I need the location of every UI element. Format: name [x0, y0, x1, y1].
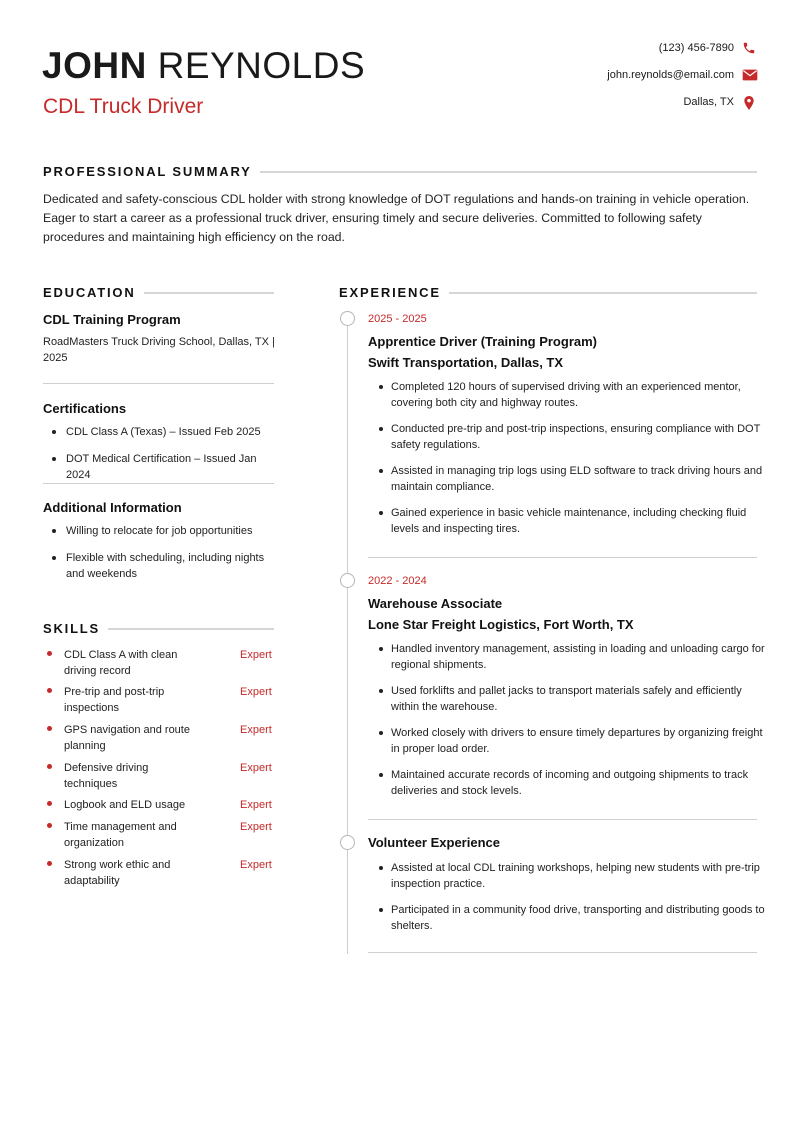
- certifications-list: [43, 424, 274, 483]
- skill-name: GPS navigation and route planning: [64, 724, 190, 752]
- experience-date: 2022 - 2024: [368, 575, 427, 587]
- experience-role: Warehouse Associate: [368, 596, 503, 611]
- skills-rule: [108, 628, 274, 630]
- first-name: JOHN: [42, 45, 147, 86]
- candidate-name: [42, 46, 365, 86]
- phone-text: (123) 456-7890: [658, 42, 734, 54]
- additional-block: [43, 500, 274, 593]
- experience-bullet: Used forklifts and pallet jacks to transport materials safely and efficiently within the warehouse.: [368, 683, 770, 715]
- experience-role: Apprentice Driver (Training Program): [368, 334, 597, 349]
- timeline-marker: [340, 835, 355, 850]
- location-text: Dallas, TX: [683, 96, 734, 108]
- skill-name: Time management and organization: [64, 821, 177, 849]
- skill-level: Expert: [240, 859, 272, 871]
- experience-bullets: [368, 379, 770, 537]
- skill-level: Expert: [240, 799, 272, 811]
- education-program: CDL Training Program: [43, 312, 181, 327]
- skill-dot: [47, 726, 52, 731]
- skill-dot: [47, 764, 52, 769]
- skill-dot: [47, 801, 52, 806]
- skill-dot: [47, 823, 52, 828]
- timeline-marker: [340, 311, 355, 326]
- education-heading: [43, 285, 274, 300]
- experience-bullet: Handled inventory management, assisting in loading and unloading cargo for regional shipments.: [368, 641, 770, 673]
- skill-dot: [47, 688, 52, 693]
- contact-email: [607, 68, 756, 82]
- skill-level: Expert: [240, 649, 272, 661]
- divider: [368, 557, 757, 558]
- skill-name: Pre-trip and post-trip inspections: [64, 686, 165, 714]
- experience-bullet: Assisted in managing trip logs using ELD software to track driving hours and maintain compliance.: [368, 463, 770, 495]
- certification-item: DOT Medical Certification – Issued Jan 2024: [43, 451, 274, 483]
- skill-name: Defensive driving techniques: [64, 762, 149, 790]
- additional-item: Flexible with scheduling, including nights and weekends: [43, 550, 274, 582]
- skill-dot: [47, 861, 52, 866]
- education-school: RoadMasters Truck Driving School, Dallas, TX | 2025: [43, 336, 275, 364]
- additional-heading: Additional Information: [43, 500, 182, 515]
- skills-heading-text: SKILLS: [43, 621, 101, 636]
- experience-role: Volunteer Experience: [368, 835, 500, 850]
- email-text: john.reynolds@email.com: [607, 69, 734, 81]
- experience-rule: [449, 292, 757, 294]
- experience-bullet: Gained experience in basic vehicle maintenance, including checking fluid levels and inspecting tires.: [368, 505, 770, 537]
- divider: [43, 383, 274, 384]
- skill-dot: [47, 651, 52, 656]
- phone-icon: [742, 41, 756, 55]
- envelope-icon: [742, 68, 756, 82]
- timeline-marker: [340, 573, 355, 588]
- experience-entry: [368, 312, 770, 547]
- education-block: [43, 312, 274, 366]
- experience-entry: [368, 574, 770, 809]
- experience-bullets: [368, 860, 770, 934]
- experience-heading-text: EXPERIENCE: [339, 285, 441, 300]
- experience-bullet: Conducted pre-trip and post-trip inspections, ensuring compliance with DOT safety regulations.: [368, 421, 770, 453]
- experience-bullet: Worked closely with drivers to ensure timely departures by organizing freight in proper load order.: [368, 725, 770, 757]
- summary-heading: [43, 164, 757, 179]
- experience-company: Swift Transportation, Dallas, TX: [368, 355, 564, 370]
- map-pin-icon: [742, 95, 756, 109]
- skill-name: Strong work ethic and adaptability: [64, 859, 171, 887]
- experience-date: 2025 - 2025: [368, 313, 427, 325]
- experience-company: Lone Star Freight Logistics, Fort Worth, TX: [368, 617, 634, 632]
- skill-level: Expert: [240, 762, 272, 774]
- job-title: CDL Truck Driver: [43, 95, 204, 118]
- skill-level: Expert: [240, 686, 272, 698]
- experience-bullet: Participated in a community food drive, transporting and distributing goods to shelters.: [368, 902, 770, 934]
- experience-bullet: Completed 120 hours of supervised driving with an experienced mentor, covering both city and highway routes.: [368, 379, 770, 411]
- contact-phone: [659, 41, 756, 55]
- additional-list: [43, 523, 274, 582]
- summary-heading-text: PROFESSIONAL SUMMARY: [43, 164, 252, 179]
- certification-item: CDL Class A (Texas) – Issued Feb 2025: [43, 424, 274, 440]
- certifications-block: [43, 401, 274, 494]
- divider: [43, 483, 274, 484]
- summary-text: Dedicated and safety-conscious CDL holder with strong knowledge of DOT regulations and hands-on training in vehicle operation. Eager to start a career as a professional truck driver, ensuring timely and secure deliveries. Committed to following safety procedures and maintaining high efficiency on the road.: [43, 192, 750, 244]
- skill-name: CDL Class A with clean driving record: [64, 649, 178, 677]
- skill-level: Expert: [240, 821, 272, 833]
- skill-level: Expert: [240, 724, 272, 736]
- skill-name: Logbook and ELD usage: [64, 799, 186, 811]
- certifications-heading: Certifications: [43, 401, 127, 416]
- skills-heading: [43, 621, 274, 636]
- last-name: REYNOLDS: [157, 45, 366, 86]
- education-rule: [144, 292, 274, 294]
- experience-bullet: Assisted at local CDL training workshops, helping new students with pre-trip inspection practice.: [368, 860, 770, 892]
- experience-heading: [339, 285, 757, 300]
- additional-item: Willing to relocate for job opportunities: [43, 523, 274, 539]
- summary-rule: [260, 171, 757, 173]
- divider: [368, 952, 757, 953]
- experience-entry: [368, 834, 770, 944]
- divider: [368, 819, 757, 820]
- experience-bullet: Maintained accurate records of incoming and outgoing shipments to track deliveries and stock levels.: [368, 767, 770, 799]
- contact-location: [683, 95, 756, 109]
- education-heading-text: EDUCATION: [43, 285, 136, 300]
- timeline-line: [347, 318, 348, 954]
- experience-bullets: [368, 641, 770, 799]
